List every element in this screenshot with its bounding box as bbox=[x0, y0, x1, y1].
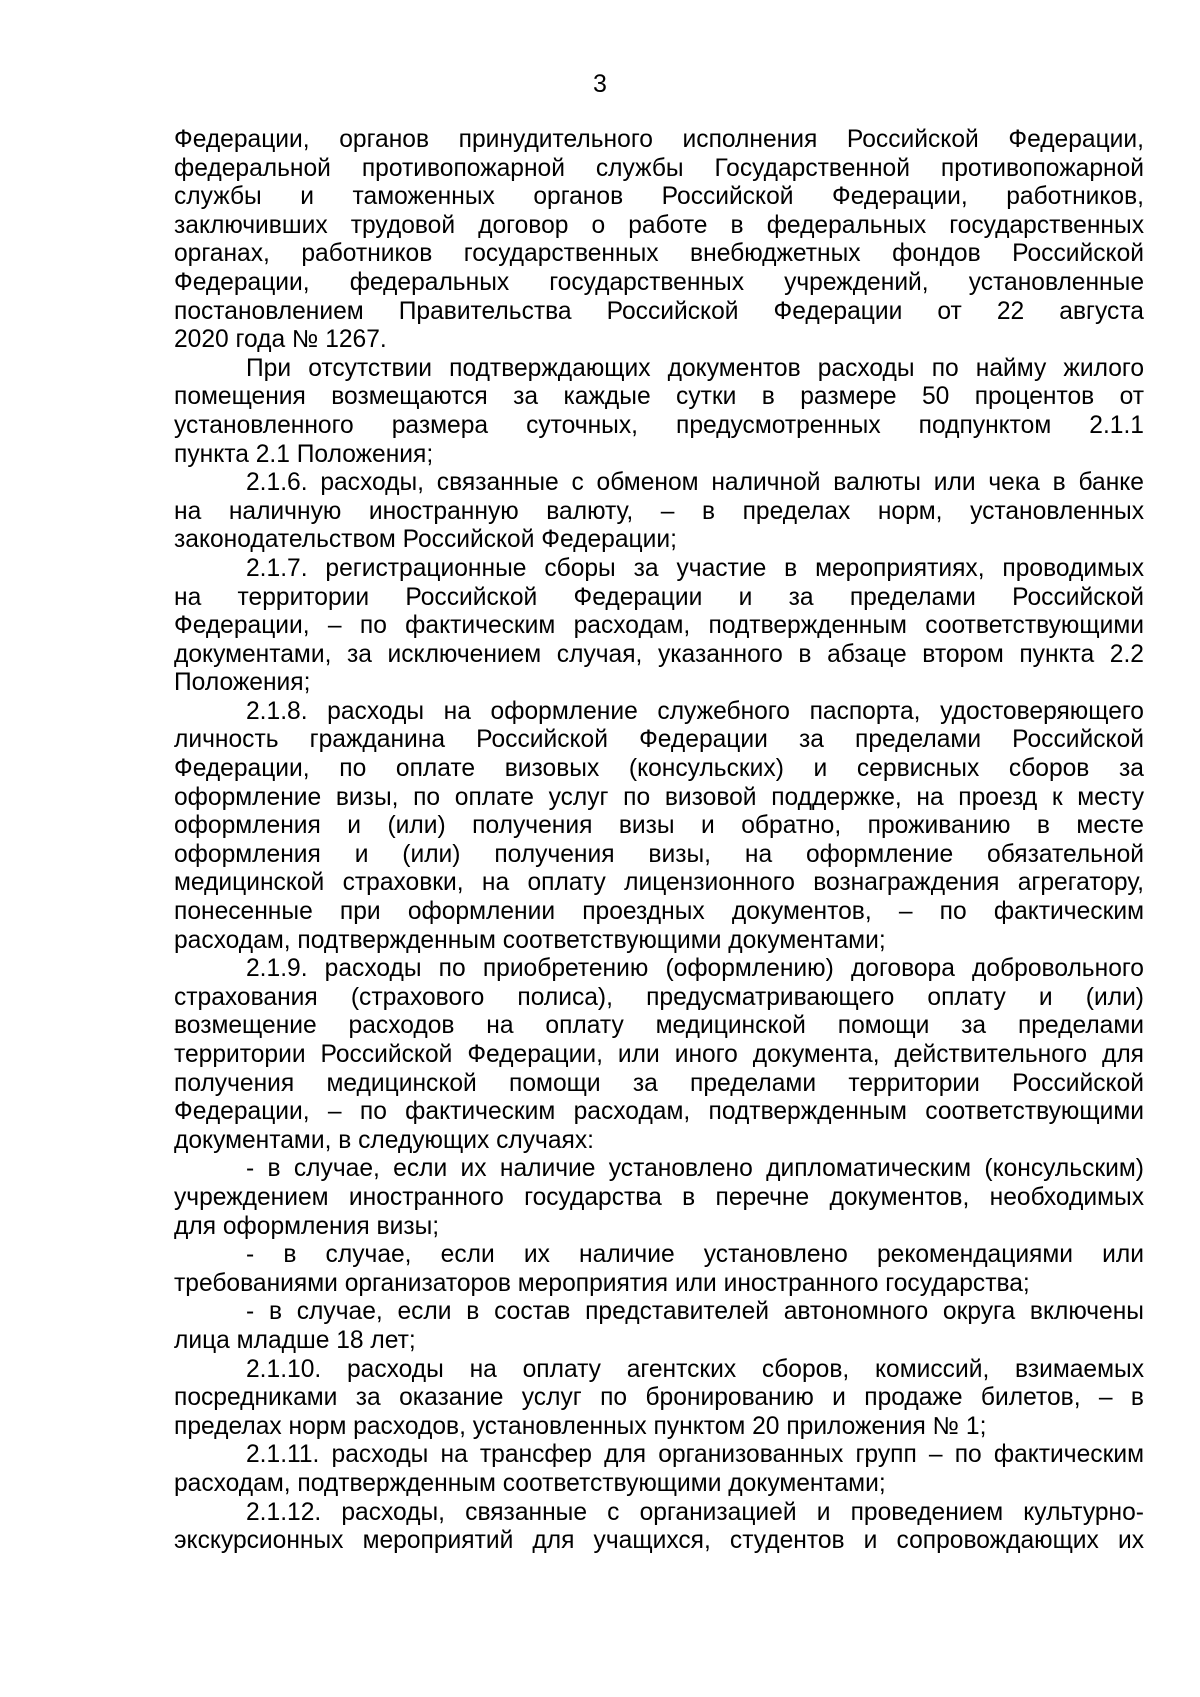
text-line: оформления и (или) получения визы, на оформление обязательной bbox=[174, 840, 1144, 868]
text-line: - в случае, если в состав представителей автономного округа включены bbox=[246, 1298, 1144, 1326]
text-line: Федерации, – по фактическим расходам, подтвержденным соответствующими bbox=[174, 1098, 1144, 1126]
text-line: 2.1.9. расходы по приобретению (оформлению) договора добровольного bbox=[246, 955, 1144, 983]
paragraph-p6 bbox=[174, 1155, 1144, 1241]
text-line: документами, за исключением случая, указанного в абзаце втором пункта 2.2 bbox=[174, 640, 1144, 668]
text-line: федеральной противопожарной службы Государственной противопожарной bbox=[174, 154, 1144, 182]
paragraph-p9 bbox=[174, 1356, 1144, 1442]
text-line: пункта 2.1 Положения; bbox=[174, 440, 434, 468]
text-line: на территории Российской Федерации и за пределами Российской bbox=[174, 583, 1144, 611]
paragraph-p10 bbox=[174, 1441, 1144, 1498]
text-line: требованиями организаторов мероприятия или иностранного государства; bbox=[174, 1269, 1030, 1297]
text-line: органах, работников государственных внебюджетных фондов Российской bbox=[174, 240, 1144, 268]
text-line: пределах норм расходов, установленных пунктом 20 приложения № 1; bbox=[174, 1412, 987, 1440]
text-line: 2.1.8. расходы на оформление служебного паспорта, удостоверяющего bbox=[246, 697, 1144, 725]
text-line: на наличную иностранную валюту, – в пределах норм, установленных bbox=[174, 497, 1144, 525]
text-line: оформление визы, по оплате услуг по визовой поддержке, на проезд к месту bbox=[174, 783, 1144, 811]
text-line: лица младше 18 лет; bbox=[174, 1326, 416, 1354]
text-line: законодательством Российской Федерации; bbox=[174, 526, 677, 554]
text-line: - в случае, если их наличие установлено дипломатическим (консульским) bbox=[246, 1155, 1144, 1183]
text-line: экскурсионных мероприятий для учащихся, студентов и сопровождающих их bbox=[174, 1527, 1144, 1555]
text-line: Положения; bbox=[174, 669, 311, 697]
text-line: Федерации, федеральных государственных учреждений, установленные bbox=[174, 268, 1144, 296]
paragraph-p1 bbox=[174, 355, 1144, 469]
text-line: понесенные при оформлении проездных документов, – по фактическим bbox=[174, 898, 1144, 926]
text-line: получения медицинской помощи за пределами территории Российской bbox=[174, 1069, 1144, 1097]
paragraph-p11 bbox=[174, 1499, 1144, 1556]
text-line: При отсутствии подтверждающих документов расходы по найму жилого bbox=[246, 354, 1144, 382]
paragraph-p4 bbox=[174, 698, 1144, 955]
text-line: постановлением Правительства Российской Федерации от 22 августа bbox=[174, 297, 1144, 325]
text-line: учреждением иностранного государства в перечне документов, необходимых bbox=[174, 1183, 1144, 1211]
text-line: личность гражданина Российской Федерации за пределами Российской bbox=[174, 726, 1144, 754]
text-line: Федерации, по оплате визовых (консульских) и сервисных сборов за bbox=[174, 755, 1144, 783]
page-number: 3 bbox=[593, 70, 607, 98]
text-line: 2.1.12. расходы, связанные с организацией и проведением культурно- bbox=[246, 1498, 1144, 1526]
text-line: страхования (страхового полиса), предусматривающего оплату и (или) bbox=[174, 983, 1144, 1011]
text-line: 2.1.11. расходы на трансфер для организованных групп – по фактическим bbox=[246, 1441, 1144, 1469]
text-line: территории Российской Федерации, или иного документа, действительного для bbox=[174, 1041, 1144, 1068]
text-line: заключивших трудовой договор о работе в федеральных государственных bbox=[174, 211, 1144, 239]
text-line: - в случае, если их наличие установлено рекомендациями или bbox=[246, 1241, 1144, 1269]
text-line: расходам, подтвержденным соответствующими документами; bbox=[174, 1469, 886, 1497]
text-line: Федерации, – по фактическим расходам, подтвержденным соответствующими bbox=[174, 612, 1144, 640]
paragraph-p3 bbox=[174, 555, 1144, 698]
text-line: посредниками за оказание услуг по бронированию и продаже билетов, – в bbox=[174, 1384, 1144, 1412]
paragraph-p5 bbox=[174, 955, 1144, 1155]
text-line: службы и таможенных органов Российской Федерации, работников, bbox=[174, 183, 1144, 211]
text-line: для оформления визы; bbox=[174, 1212, 440, 1240]
paragraph-p2 bbox=[174, 469, 1144, 555]
text-line: 2.1.6. расходы, связанные с обменом наличной валюты или чека в банке bbox=[246, 469, 1144, 497]
text-line: Федерации, органов принудительного исполнения Российской Федерации, bbox=[174, 126, 1144, 153]
text-line: 2.1.10. расходы на оплату агентских сборов, комиссий, взимаемых bbox=[246, 1355, 1144, 1383]
text-line: 2020 года № 1267. bbox=[174, 326, 387, 354]
text-line: установленного размера суточных, предусмотренных подпунктом 2.1.1 bbox=[174, 411, 1144, 439]
text-line: оформления и (или) получения визы и обратно, проживанию в месте bbox=[174, 812, 1144, 840]
text-line: помещения возмещаются за каждые сутки в размере 50 процентов от bbox=[174, 383, 1144, 411]
paragraph-p0 bbox=[174, 126, 1144, 355]
text-line: медицинской страховки, на оплату лицензионного вознаграждения агрегатору, bbox=[174, 869, 1144, 897]
text-line: документами, в следующих случаях: bbox=[174, 1126, 594, 1154]
paragraph-p8 bbox=[174, 1298, 1144, 1355]
text-line: расходам, подтвержденным соответствующими документами; bbox=[174, 926, 886, 954]
text-line: 2.1.7. регистрационные сборы за участие в мероприятиях, проводимых bbox=[246, 554, 1144, 582]
text-line: возмещение расходов на оплату медицинской помощи за пределами bbox=[174, 1012, 1144, 1040]
document-body bbox=[174, 126, 1144, 1556]
paragraph-p7 bbox=[174, 1241, 1144, 1298]
